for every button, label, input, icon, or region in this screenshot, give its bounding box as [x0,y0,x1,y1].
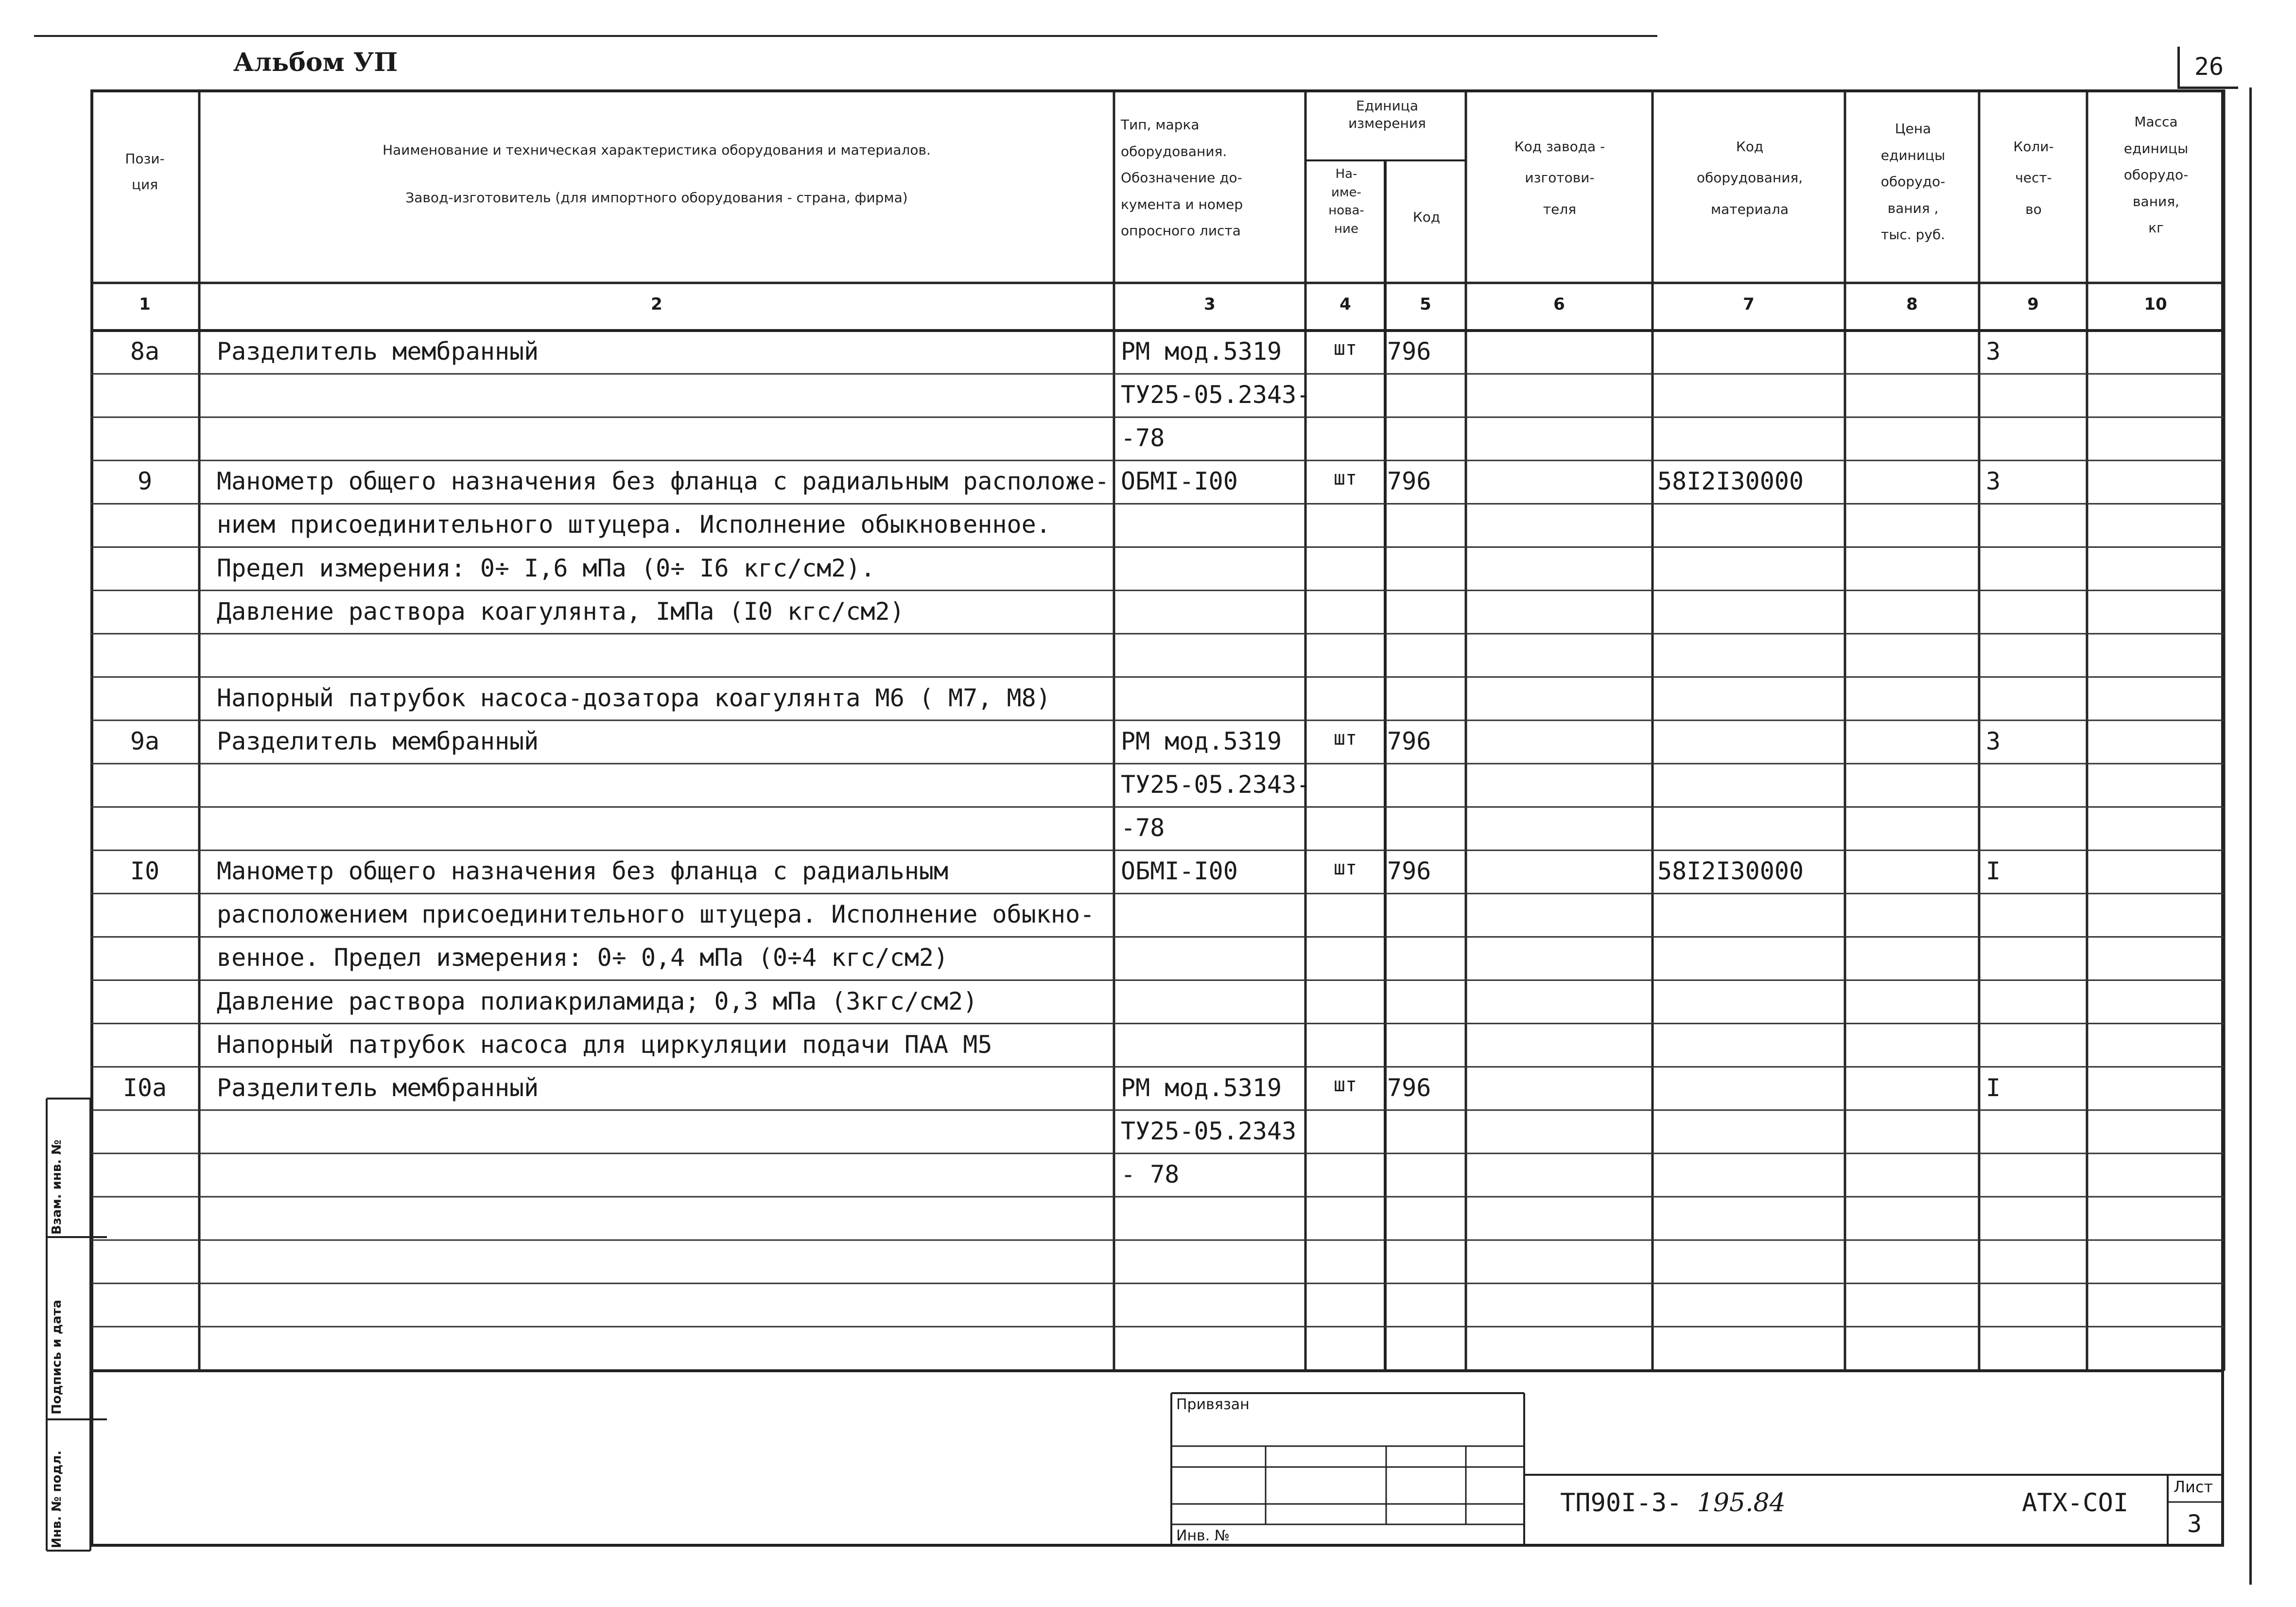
row-name: Манометр общего назначения без фланца с радиальным расположе- [217,467,1110,496]
row-position: 9 [137,467,153,496]
row-unit: шт [1333,467,1357,490]
side-label-vzam-inv: Взам. инв. № [50,1139,64,1235]
stamp-doc-code-handwritten: 195.84 [1697,1488,1786,1518]
header-name-line2: Завод-изготовитель (для импортного оборудования - страна, фирма) [405,190,908,206]
header-price: Цена единицы оборудо- вания , тыс. руб. [1880,121,1946,243]
stamp-list-label: Лист [2174,1478,2213,1496]
column-number-2: 2 [651,295,662,314]
stamp-sheet-code: АТХ-СОI [2022,1488,2129,1518]
column-number-8: 8 [1906,295,1918,314]
stamp-privyazan: Привязан [1176,1396,1250,1413]
row-equipment-code: 58I2I30000 [1657,857,1804,886]
row-position: 8а [130,337,160,366]
header-mass: Масса единицы оборудо- вания, кг [2123,114,2189,236]
row-type: РМ мод.5319 [1121,1073,1282,1102]
row-quantity: I [1986,1073,2001,1102]
header-quantity: Коли- чест- во [2013,139,2054,217]
column-number-10: 10 [2144,295,2167,314]
row-type: -78 [1121,814,1165,842]
column-number-3: 3 [1204,295,1216,314]
album-title: Альбом УП [233,48,398,77]
header-unit: Единица измерения [1348,98,1426,132]
side-label-inv-podl: Инв. № подл. [50,1450,64,1548]
row-name: Напорный патрубок насоса для циркуляции подачи ПАА М5 [217,1030,992,1059]
header-name-line1: Наименование и техническая характеристика оборудования и материалов. [383,142,931,158]
stamp-doc-code: ТП90I-3- 195.84 [1560,1488,1786,1518]
page-number: 26 [2177,47,2238,89]
stamp-inv-no: Инв. № [1176,1527,1230,1544]
row-type: ТУ25-05.2343- [1121,770,1311,799]
row-type: ОБМI-I00 [1121,857,1238,886]
row-type: ОБМI-I00 [1121,467,1238,496]
row-name: Давление раствора коагулянта, IмПа (I0 кгс/см2) [217,597,904,626]
header-unit-code: Код [1412,209,1441,225]
row-unit-code: 796 [1387,727,1431,755]
header-unit-name: На- име- нова- ние [1328,167,1364,237]
row-equipment-code: 58I2I30000 [1657,467,1804,496]
row-type: ТУ25-05.2343- [1121,381,1311,409]
row-quantity: I [1986,857,2001,886]
row-quantity: 3 [1986,467,2001,496]
row-unit-code: 796 [1387,467,1431,496]
row-quantity: 3 [1986,727,2001,755]
row-unit: шт [1333,1073,1357,1096]
row-unit-code: 796 [1387,857,1431,886]
header-type: Тип, марка оборудования. Обозначение до- кумента и номер опросного листа [1121,117,1243,239]
header-factory-code: Код завода - изготови- теля [1514,139,1605,217]
row-quantity: 3 [1986,337,2001,366]
row-name: Разделитель мембранный [217,727,539,755]
row-position: I0 [130,857,160,886]
row-name: Давление раствора полиакриламида; 0,3 мПа (3кгс/см2) [217,987,978,1015]
row-unit-code: 796 [1387,1073,1431,1102]
row-type: РМ мод.5319 [1121,727,1282,755]
column-number-4: 4 [1339,295,1351,314]
row-type: РМ мод.5319 [1121,337,1282,366]
side-label-podpis-data: Подпись и дата [50,1299,64,1415]
row-name: Напорный патрубок насоса-дозатора коагулянта М6 ( М7, М8) [217,683,1051,712]
row-unit-code: 796 [1387,337,1431,366]
row-type: -78 [1121,424,1165,453]
column-number-5: 5 [1420,295,1431,314]
row-name: Разделитель мембранный [217,337,539,366]
row-name: расположением присоединительного штуцера. Исполнение обыкно- [217,900,1095,929]
row-name: венное. Предел измерения: 0÷ 0,4 мПа (0÷4 кгс/см2) [217,943,949,972]
row-name: Предел измерения: 0÷ I,6 мПа (0÷ I6 кгс/см2). [217,554,875,582]
row-unit: шт [1333,857,1357,880]
row-position: 9а [130,727,160,755]
header-position: Пози- ция [125,151,165,193]
row-unit: шт [1333,727,1357,750]
column-number-9: 9 [2027,295,2039,314]
column-number-7: 7 [1743,295,1755,314]
column-number-1: 1 [139,295,151,314]
row-name: Разделитель мембранный [217,1073,539,1102]
row-name: Манометр общего назначения без фланца с радиальным [217,857,949,886]
header-equipment-code: Код оборудования, материала [1696,139,1803,217]
stamp-list-number: 3 [2187,1510,2202,1538]
row-type: ТУ25-05.2343 [1121,1117,1297,1145]
row-unit: шт [1333,337,1357,360]
row-name: нием присоединительного штуцера. Исполнение обыкновенное. [217,510,1051,539]
row-type: - 78 [1121,1160,1180,1188]
row-position: I0а [122,1073,167,1102]
column-number-6: 6 [1553,295,1565,314]
